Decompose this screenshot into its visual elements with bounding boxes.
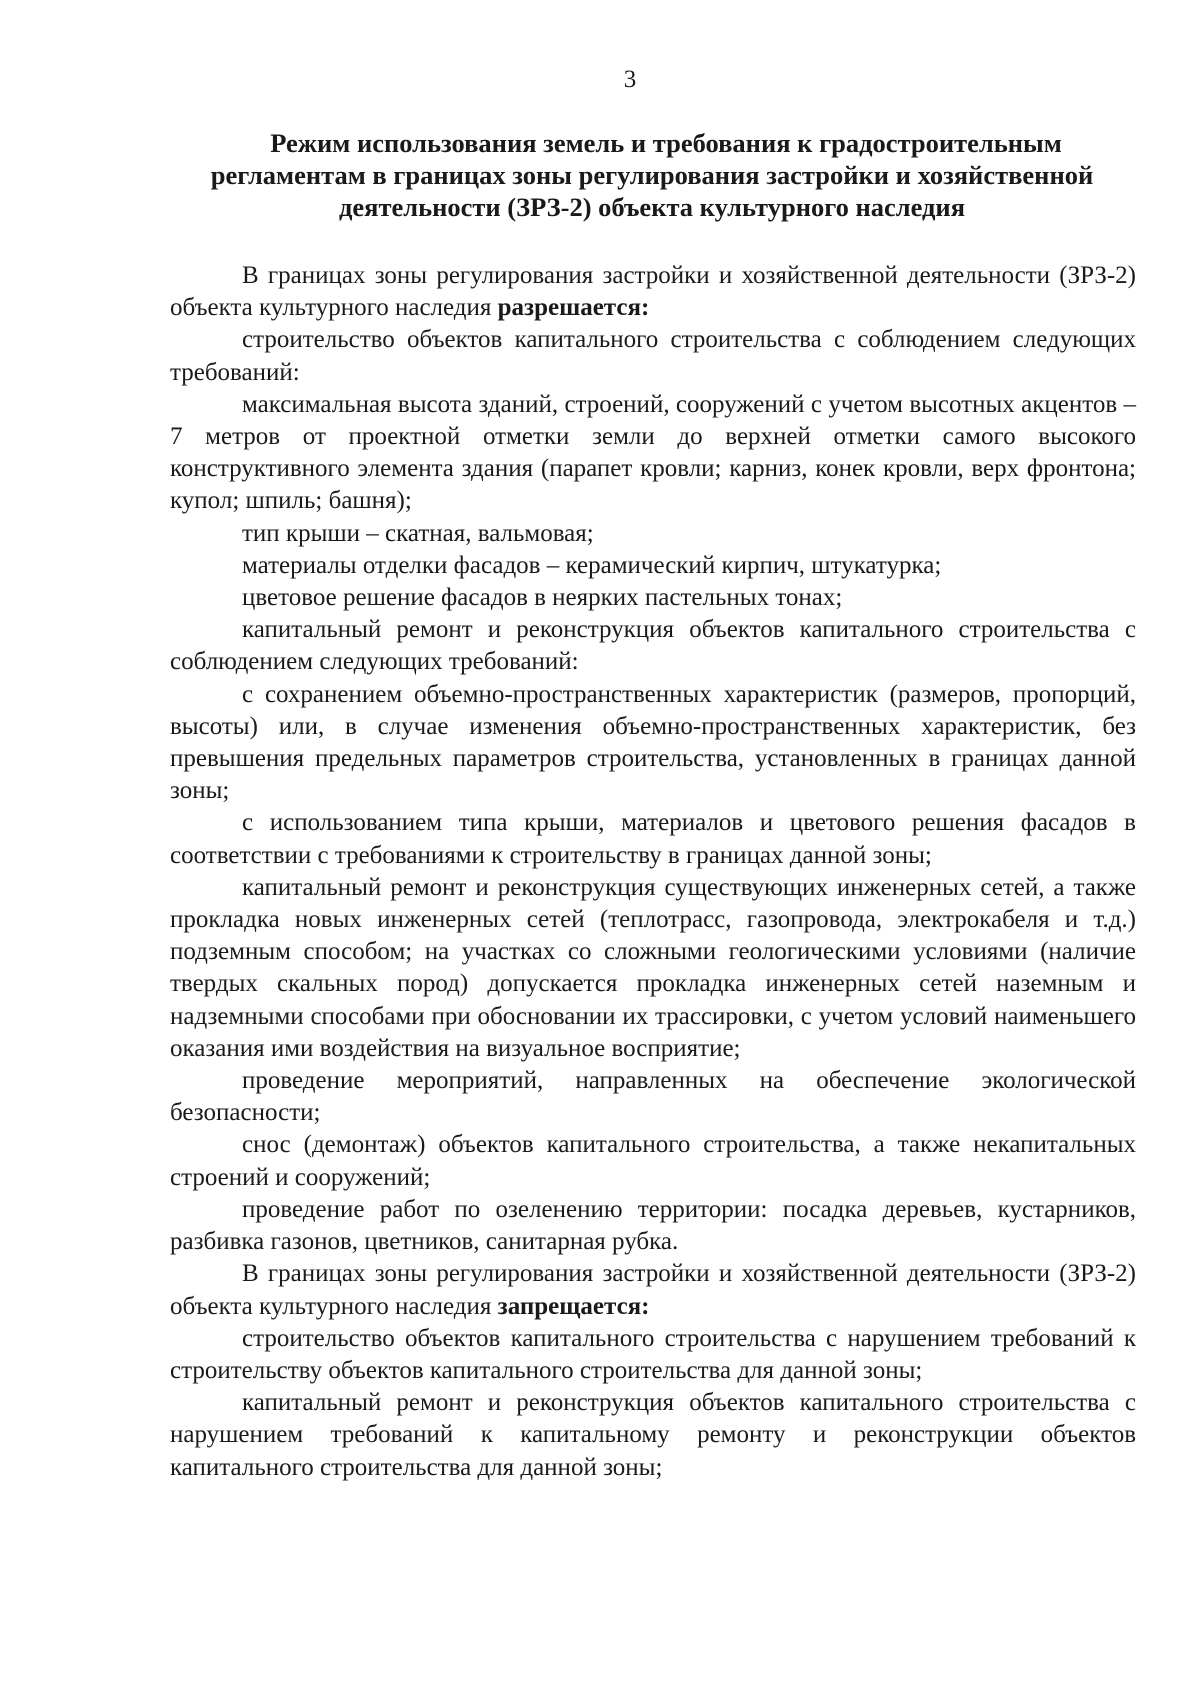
paragraph: В границах зоны регулирования застройки и хозяйственной деятельности (ЗРЗ-2) объекта культурного наследия разрешается:	[170, 262, 1136, 322]
paragraph: проведение мероприятий, направленных на обеспечение экологической безопасности;	[170, 1067, 1136, 1127]
paragraph: проведение работ по озеленению территории: посадка деревьев, кустарников, разбивка газонов, цветников, санитарная рубка.	[170, 1195, 1136, 1256]
emphasis-prohibited: запрещается:	[497, 1292, 650, 1320]
paragraph: с использованием типа крыши, материалов и цветового решения фасадов в соответствии с требованиями к строительству в границах данной зоны;	[170, 809, 1136, 869]
page-number: 3	[623, 66, 637, 93]
document-body	[170, 260, 1136, 1484]
paragraph: снос (демонтаж) объектов капитального строительства, а также некапитальных строений и сооружений;	[170, 1131, 1136, 1191]
paragraph: капитальный ремонт и реконструкция объектов капитального строительства с нарушением требований к капитальному ремонту и реконструкции объектов капитального строительства для данной зоны;	[170, 1389, 1136, 1481]
paragraph: строительство объектов капитального строительства с нарушением требований к строительству объектов капитального строительства для данной зоны;	[170, 1324, 1136, 1384]
paragraph: цветовое решение фасадов в неярких пастельных тонах;	[242, 584, 843, 612]
document-title: Режим использования земель и требования к градостроительным регламентам в границах зоны регулирования застройки и хозяйственной деятельности (ЗРЗ-2) объекта культурного наследия	[210, 128, 1094, 222]
paragraph: тип крыши – скатная, вальмовая;	[242, 519, 594, 547]
paragraph: строительство объектов капитального строительства с соблюдением следующих требований:	[170, 326, 1136, 386]
paragraph: материалы отделки фасадов – керамический кирпич, штукатурка;	[242, 551, 942, 579]
paragraph: максимальная высота зданий, строений, сооружений с учетом высотных акцентов – 7 метров от проектной отметки земли до верхней отметки самого высокого конструктивного элемента здания (парапет кровли; карниз, конек кровли, верх фронтона; купол; шпиль; башня);	[170, 390, 1136, 515]
paragraph: с сохранением объемно-пространственных характеристик (размеров, пропорций, высоты) или, в случае изменения объемно-пространственных характеристик, без превышения предельных параметров строительства, установленных в границах данной зоны;	[170, 680, 1136, 805]
paragraph: капитальный ремонт и реконструкция объектов капитального строительства с соблюдением следующих требований:	[170, 616, 1136, 676]
paragraph: капитальный ремонт и реконструкция существующих инженерных сетей, а также прокладка новых инженерных сетей (теплотрасс, газопровода, электрокабеля и т.д.) подземным способом; на участках со сложными геологическими условиями (наличие твердых скальных пород) допускается прокладка инженерных сетей наземным и надземными способами при обосновании их трассировки, с учетом условий наименьшего оказания ими воздействия на визуальное восприятие;	[170, 873, 1136, 1062]
paragraph: В границах зоны регулирования застройки и хозяйственной деятельности (ЗРЗ-2) объекта культурного наследия запрещается:	[170, 1260, 1136, 1320]
emphasis-allowed: разрешается:	[497, 294, 650, 322]
